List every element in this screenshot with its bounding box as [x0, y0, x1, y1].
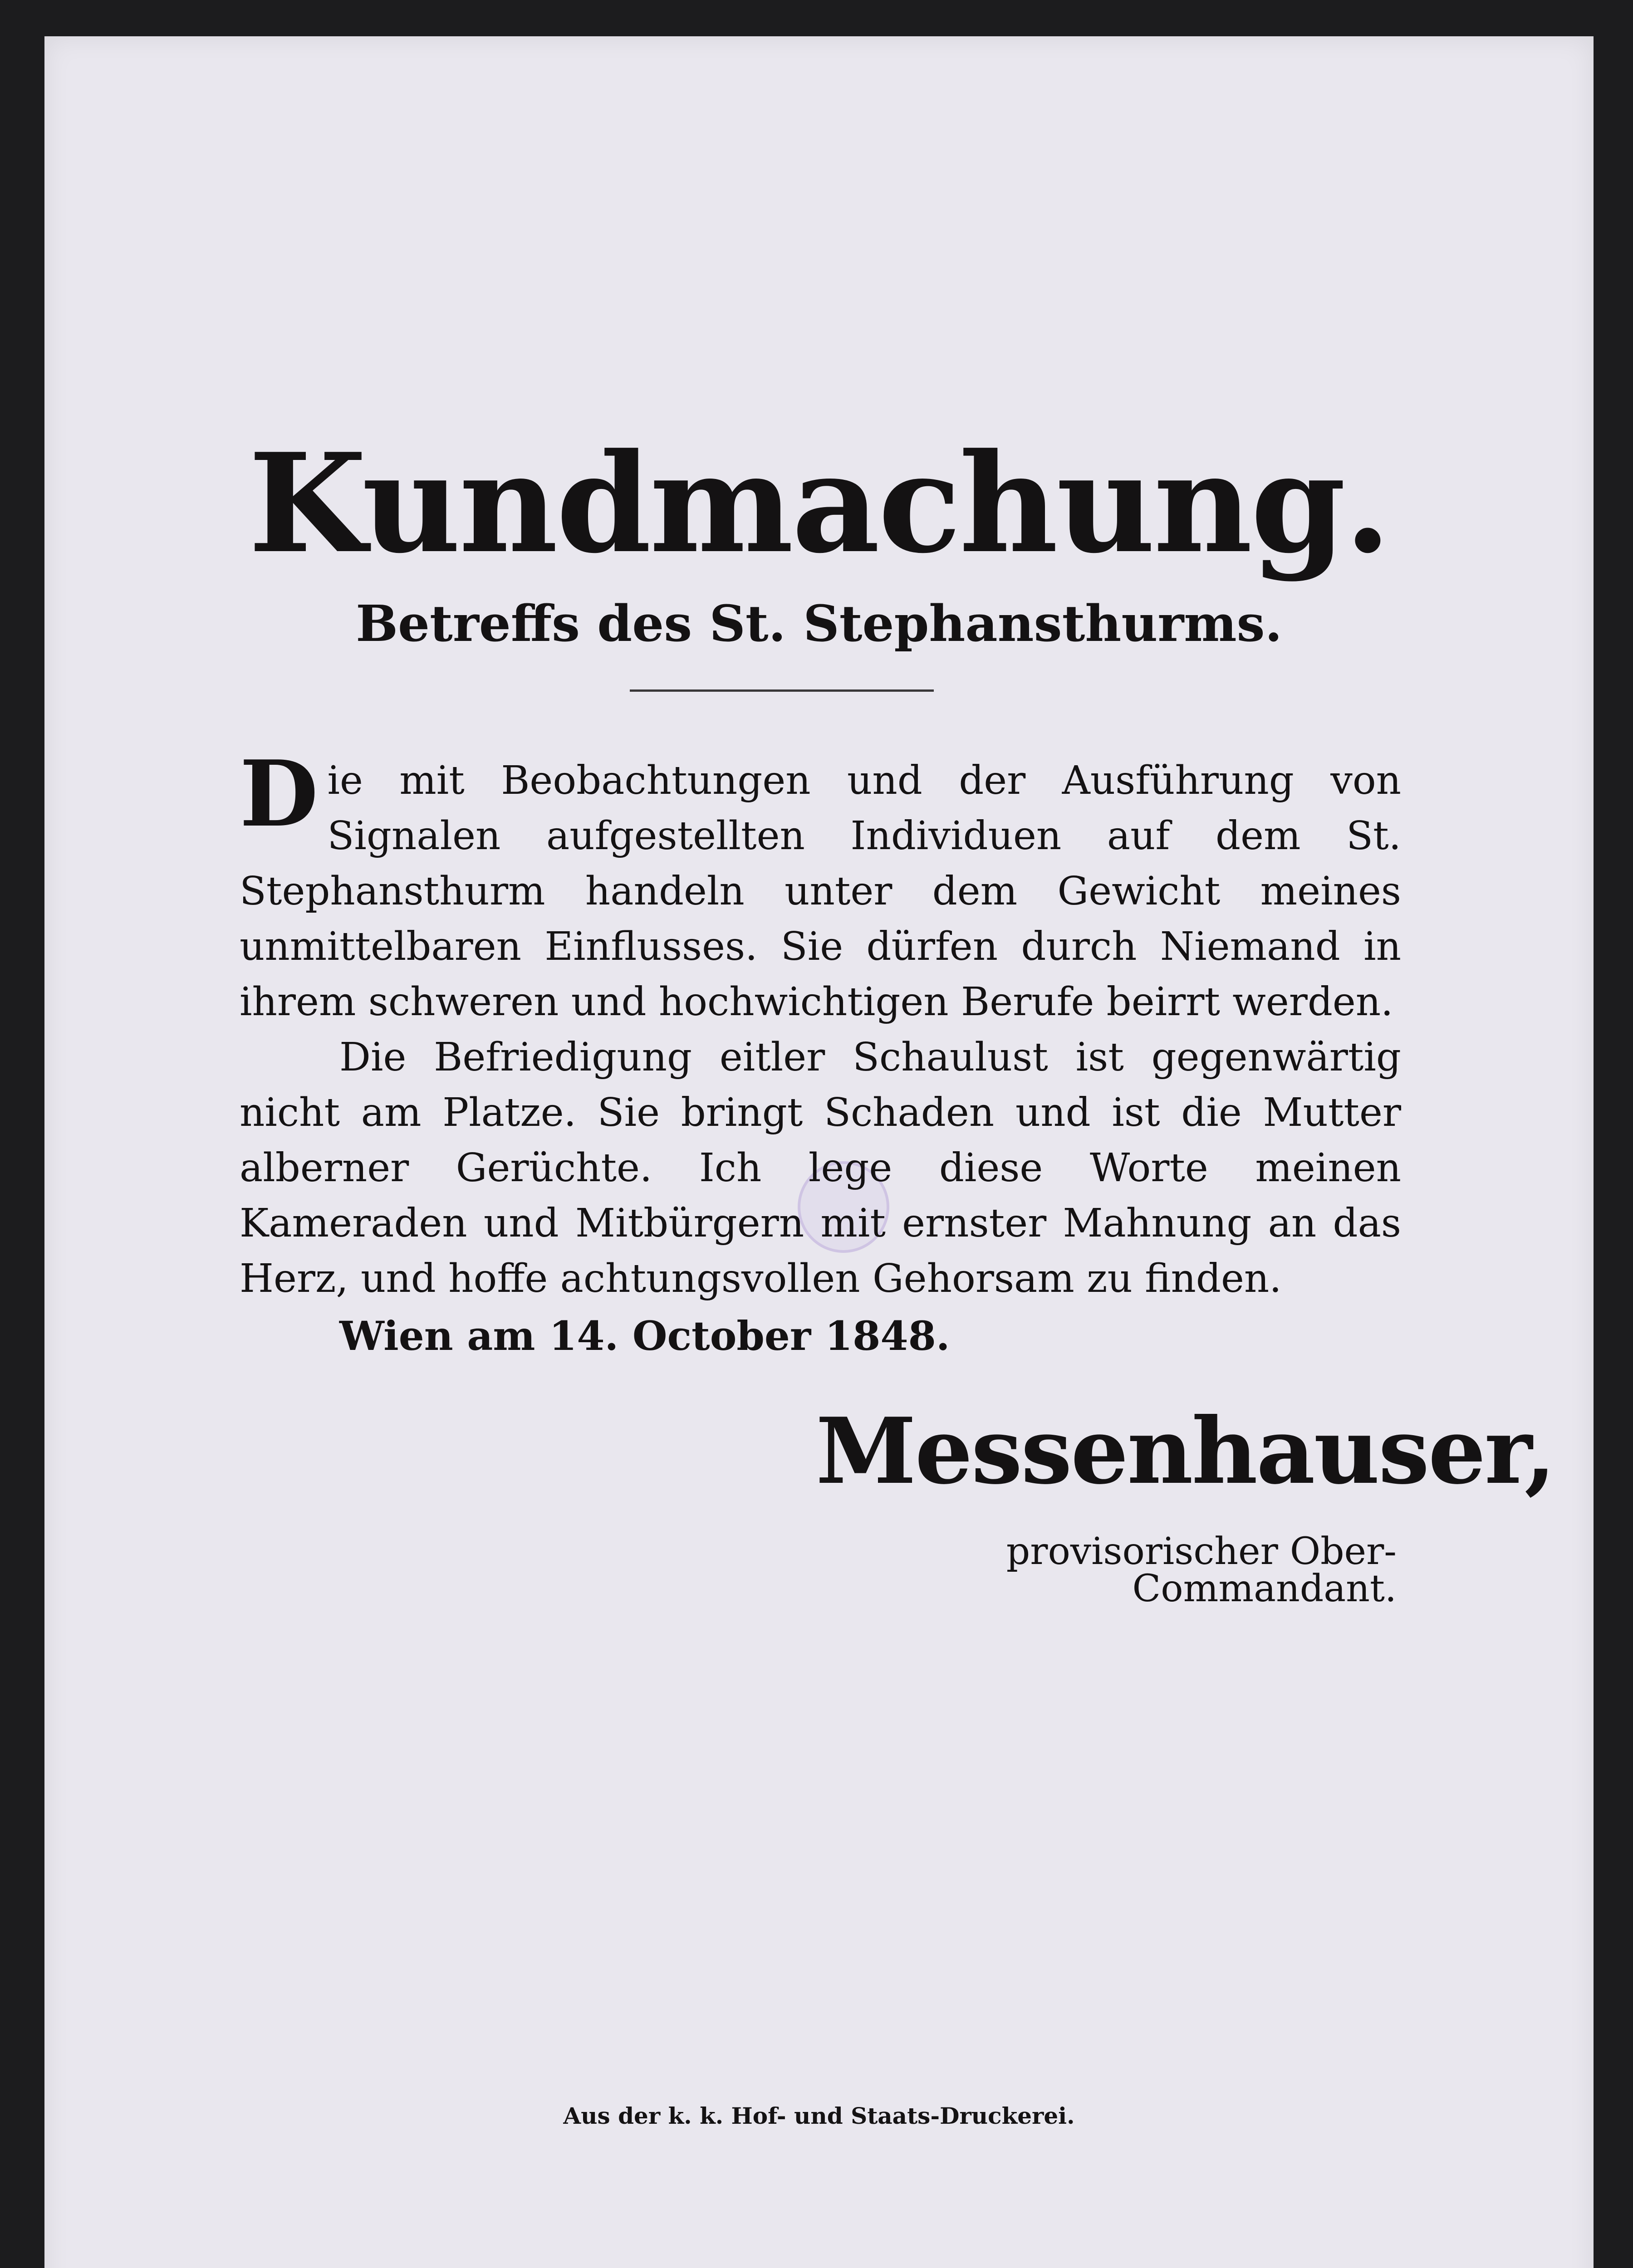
date-line: Wien am 14. October 1848. — [339, 1312, 950, 1359]
signature-name: Messenhauser, — [816, 1398, 1555, 1505]
printer-imprint: Aus der k. k. Hof- und Staats-Druckerei. — [563, 2102, 1075, 2129]
paragraph-1-text: ie mit Beobachtungen und der Ausführung von Signalen aufgestellten Individuen auf dem St. Stephansthurm handeln unter dem Gewicht meines unmittelbaren Einflusses. Sie dürfen durch Niemand in ihrem schweren und hochwichtigen Berufe beirrt werden. — [240, 758, 1401, 1025]
document-body — [240, 741, 1401, 1365]
paragraph-2: Die Befriedigung eitler Schaulust ist gegenwärtig nicht am Platze. Sie bringt Schaden und ist die Mutter alberner Gerüchte. Ich lege diese Worte meinen Kameraden und Mitbürgern mit ernster Mahnung an das Herz, und hoffe achtungsvollen Gehorsam zu finden. — [240, 1035, 1401, 1301]
drop-cap: D — [240, 741, 319, 847]
document-title: Kundmachung. — [248, 423, 1390, 583]
signature-title: provisorischer Ober-Commandant. — [1006, 1530, 1397, 1610]
paragraph-1 — [240, 741, 1401, 1030]
document-subtitle: Betreffs des St. Stephansthurms. — [356, 594, 1282, 653]
divider-rule — [630, 689, 934, 692]
poster-sheet — [44, 36, 1594, 2268]
